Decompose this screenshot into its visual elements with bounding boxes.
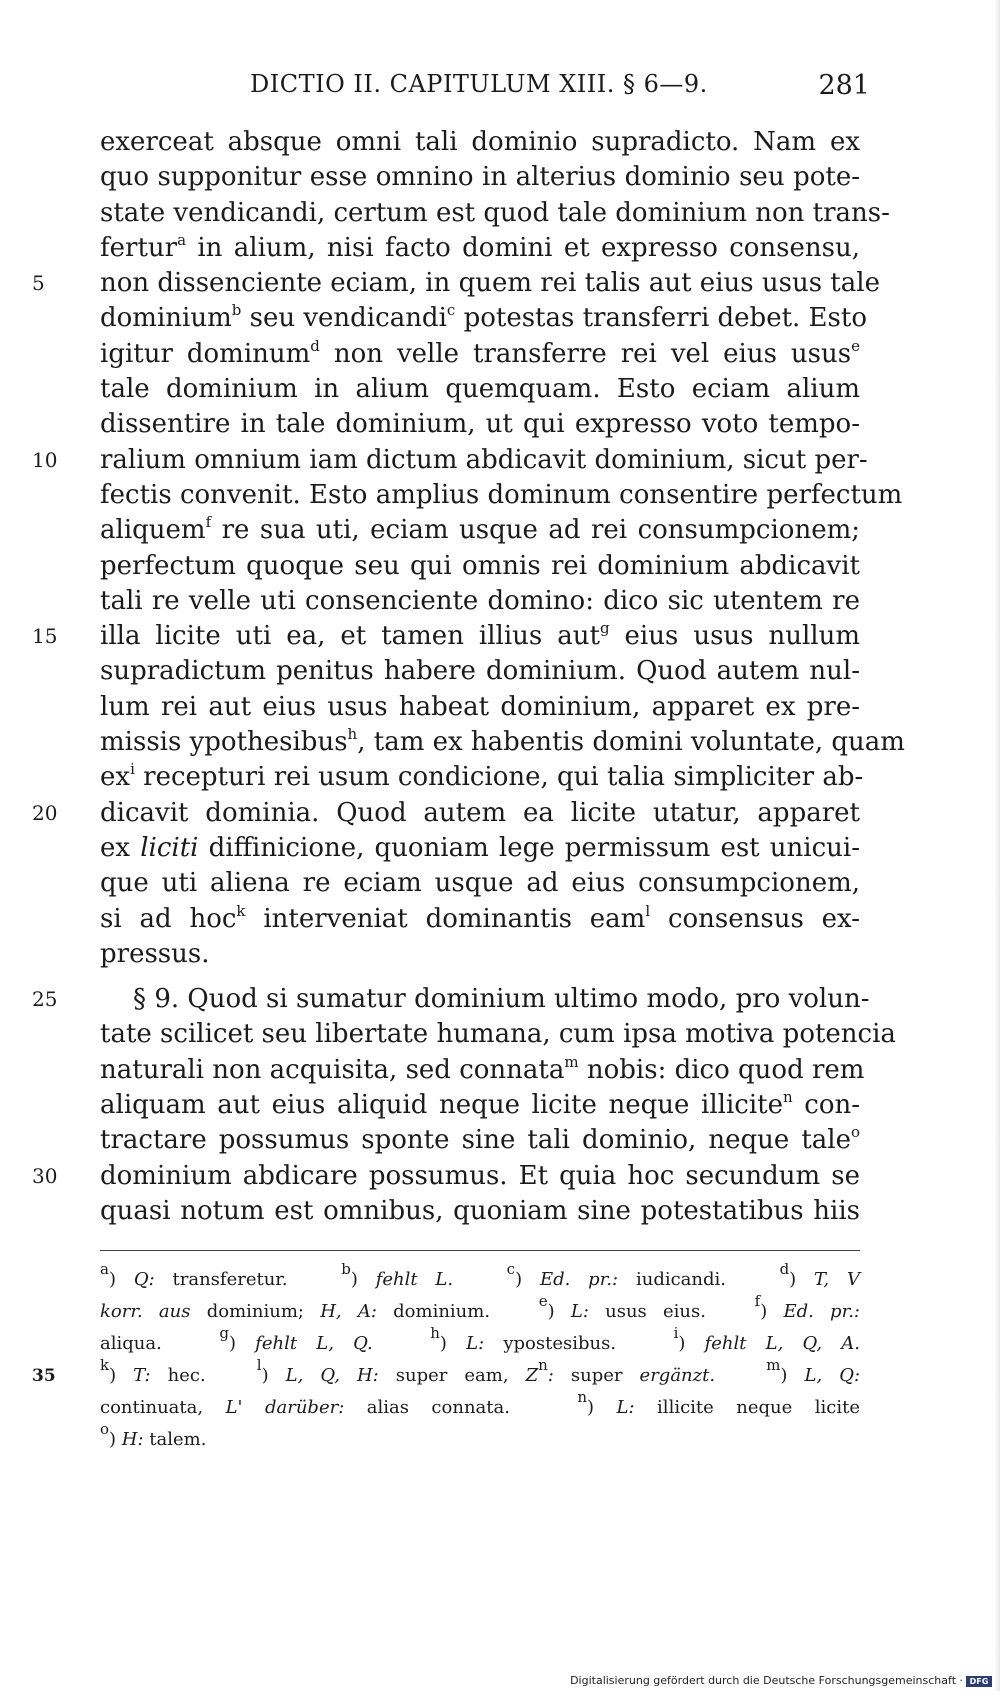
italic-text: Q: [133,1269,155,1290]
italic-text: L: [570,1301,589,1322]
text-run: dissentire in tale dominium, ut qui expresso voto tempo- [100,409,860,440]
footnote-line [100,1324,861,1360]
text-run: naturali non acquisita, sed connata [100,1054,565,1085]
footnote-marker: h [347,725,358,744]
italic-text: fehlt L. [375,1269,454,1290]
text-run: dicavit dominia. Quod autem ea licite utatur, apparet [100,797,860,828]
footnote-marker: c [446,301,456,320]
text-line [100,372,860,407]
text-run: alias connata. [344,1397,578,1418]
footnote-marker: f [754,1292,761,1310]
text-run: dominium. [376,1301,539,1322]
text-line [32,619,860,654]
text-run: seu vendicandi [241,303,447,334]
text-run: tate scilicet seu libertate humana, cum ipsa motiva potencia [100,1019,896,1050]
italic-text: fehlt L, Q, A. [704,1333,861,1354]
footnote-marker: a [100,1260,109,1278]
text-run: ) [780,1365,805,1386]
footnote-marker: i [673,1324,679,1342]
page-number: 281 [818,70,870,101]
italic-text: T: [133,1365,151,1386]
text-line [100,866,860,901]
italic-text: Ed. pr.: [783,1301,860,1322]
text-run: potestas transferri debet. Esto [455,303,867,334]
text-run: illa licite uti ea, et tamen illius aut [100,621,600,652]
text-line [100,725,905,760]
italic-text: H: [121,1429,144,1450]
text-run: ex [100,762,131,793]
text-line [100,337,860,372]
footnote-marker: d [310,336,320,355]
text-run: ypostesibus. [484,1333,674,1354]
text-run: dominium; [190,1301,321,1322]
text-run: quasi notum est omnibus, quoniam sine potestatibus hiis [100,1195,860,1226]
line-number: 35 [32,1366,56,1386]
main-text [32,125,905,1229]
footnote-marker: n [577,1388,588,1406]
text-run: si ad hoc [100,903,237,934]
italic-text: : [547,1365,554,1386]
text-run: que uti aliena re eciam usque ad eius consumpcionem, [100,868,860,899]
text-run: dominium [100,303,232,334]
footnote-marker: a [177,230,187,249]
text-run: usus eius. [588,1301,755,1322]
text-line [100,1194,860,1229]
italic-text: L, Q: [804,1365,861,1386]
text-run: state vendicandi, certum est quod tale dominium non trans- [100,197,890,228]
text-run: ex [100,832,141,863]
text-run: ralium omnium iam dictum abdicavit dominium, sicut per- [100,444,868,475]
text-run: ) [228,1333,256,1354]
italic-text: korr. aus [100,1301,191,1322]
italic-text: liciti [140,832,199,863]
text-line [100,902,860,937]
italic-text: L' darüber: [225,1397,345,1418]
footnote-marker: k [236,901,246,920]
footnote-marker: e [851,336,860,355]
text-run: ) [789,1269,815,1290]
footnote-marker: o [850,1123,860,1142]
text-line [32,443,868,478]
footnote-marker: l [256,1356,262,1374]
footnote-marker: c [506,1260,516,1278]
text-run: missis ypothesibus [100,727,348,758]
text-run: re sua uti, eciam usque ad rei consumpcionem; [211,515,860,546]
footnote-marker: o [100,1420,110,1438]
italic-text: L, Q, H: [285,1365,379,1386]
text-line [100,513,860,548]
text-run: ) [439,1333,467,1354]
text-run: in alium, nisi facto domini et expresso consensu, [186,232,860,263]
text-run: ) [108,1269,134,1290]
footnote-marker: d [779,1260,790,1278]
text-run: super [553,1365,640,1386]
footer-credit [570,1674,992,1687]
text-run: diffinicione, quoniam lege permissum est unicui- [198,832,860,863]
text-run: transferetur. [154,1269,342,1290]
line-number: 30 [32,1163,58,1188]
text-run: recepturi rei usum condicione, qui talia simpliciter ab- [134,762,864,793]
italic-text: ergänzt. [639,1365,716,1386]
text-line [100,1123,860,1158]
text-run: tali re velle uti consenciente domino: dico sic utentem re [100,585,860,616]
footnote-marker: m [564,1052,579,1071]
footer-credit-text: Digitalisierung gefördert durch die Deutsche Forschungsgemeinschaft · [570,1674,963,1687]
text-line [100,160,860,195]
text-line [100,549,860,584]
footnote-rule [100,1250,860,1251]
text-line [100,478,903,513]
text-line [100,831,860,866]
text-line [32,796,860,831]
text-run: ) [547,1301,571,1322]
italic-text: Ed. pr.: [539,1269,619,1290]
line-number: 20 [32,800,58,825]
footnote-marker: b [231,301,242,320]
footnote-line [100,1420,860,1456]
text-line [100,1017,896,1052]
text-run: aliqua. [100,1333,220,1354]
text-line [100,231,860,266]
text-line [100,407,860,442]
text-line [100,690,860,725]
text-run: dominium abdicare possumus. Et quia hoc secundum se [100,1160,860,1191]
text-run: tale dominium in alium quemquam. Esto eciam alium [100,374,860,405]
text-line [32,1159,860,1194]
text-run: supradictum penitus habere dominium. Quod autem nul- [100,656,860,687]
footnote-marker: i [130,760,135,779]
text-run: lum rei aut eius usus habeat dominium, apparet ex pre- [100,691,860,722]
text-run: hec. [150,1365,257,1386]
text-run: aliquam aut eius aliquid neque licite neque illicite [100,1090,783,1121]
text-run: non dissenciente eciam, in quem rei talis aut eius usus tale [100,268,880,299]
footnote-line [100,1260,860,1296]
text-line [100,1052,865,1088]
text-run [715,1365,766,1386]
page-header [250,62,870,112]
text-run: nobis: dico quod rem [578,1054,865,1085]
text-run: igitur dominum [100,338,311,369]
text-run: interveniat dominantis eam [245,903,646,934]
scan-edge [994,0,1000,1691]
footnote-marker: l [645,901,651,920]
text-run: ) [678,1333,705,1354]
text-line [100,1088,860,1123]
text-line [100,125,860,160]
text-run: non velle transferre rei vel eius usus [319,338,852,369]
text-run: , tam ex habentis domini voluntate, quam [357,727,905,758]
text-line [100,584,860,619]
text-line [32,266,880,301]
text-run [453,1269,507,1290]
line-number: 5 [32,271,45,296]
text-run: aliquem [100,515,206,546]
italic-text: L: [616,1397,635,1418]
italic-text: fehlt L, Q. [255,1333,373,1354]
footnote-line [32,1356,861,1392]
line-number: 10 [32,447,58,472]
footnote-marker: n [538,1356,548,1374]
text-run: consensus ex- [650,903,861,934]
text-run: fectis convenit. Esto amplius dominum consentire perfectum [100,479,903,510]
text-line [100,196,890,231]
footnote-line [100,1292,860,1328]
footnote-marker: m [766,1356,781,1374]
text-run: talem. [143,1429,207,1450]
footnote-marker: b [341,1260,351,1278]
text-run: fertur [100,232,178,263]
text-run: tractare possumus sponte sine tali dominio, neque tale [100,1125,851,1156]
text-run: ) [350,1269,376,1290]
footnote-marker: g [599,619,610,638]
text-line [100,301,867,336]
italic-text: T, V [814,1269,860,1290]
footnote-marker: h [430,1324,440,1342]
line-number: 25 [32,987,58,1012]
text-run: iudicandi. [618,1269,780,1290]
text-line [32,982,870,1017]
text-run: eius usus nullum [609,621,860,652]
italic-text: Z [525,1365,539,1386]
text-run [373,1333,431,1354]
text-run: ) [515,1269,540,1290]
text-run: continuata, [100,1397,226,1418]
running-head: DICTIO II. CAPITULUM XIII. § 6—9. [250,70,708,98]
footnote-marker: g [219,1324,229,1342]
footnote-marker: n [782,1088,793,1107]
text-line [100,937,860,972]
italic-text: H, A: [320,1301,377,1322]
footnote-marker: e [538,1292,548,1310]
text-run: pressus. [100,938,210,969]
line-number: 15 [32,624,58,649]
italic-text: L: [466,1333,485,1354]
footnote-marker: f [205,513,212,532]
text-run: ) [760,1301,784,1322]
text-line [100,654,860,689]
dfg-logo-icon: DFG [966,1676,992,1687]
text-run: ) [261,1365,286,1386]
footnote-line [100,1388,861,1424]
text-run: § 9. Quod si sumatur dominium ultimo modo, pro volun- [100,984,870,1015]
text-run: exerceat absque omni tali dominio supradicto. Nam ex [100,127,860,157]
text-run: ) [109,1365,134,1386]
text-run: ) [109,1429,122,1450]
text-run: ) [587,1397,617,1418]
text-run: illicite neque licite [634,1397,861,1418]
footnotes [32,1260,861,1456]
text-run: perfectum quoque seu qui omnis rei dominium abdicavit [100,550,860,581]
text-line [100,760,864,795]
text-run: quo supponitur esse omnino in alterius dominio seu pote- [100,162,860,193]
footnote-marker: k [100,1356,110,1374]
text-run: super eam, [378,1365,526,1386]
text-run: con- [792,1090,861,1121]
